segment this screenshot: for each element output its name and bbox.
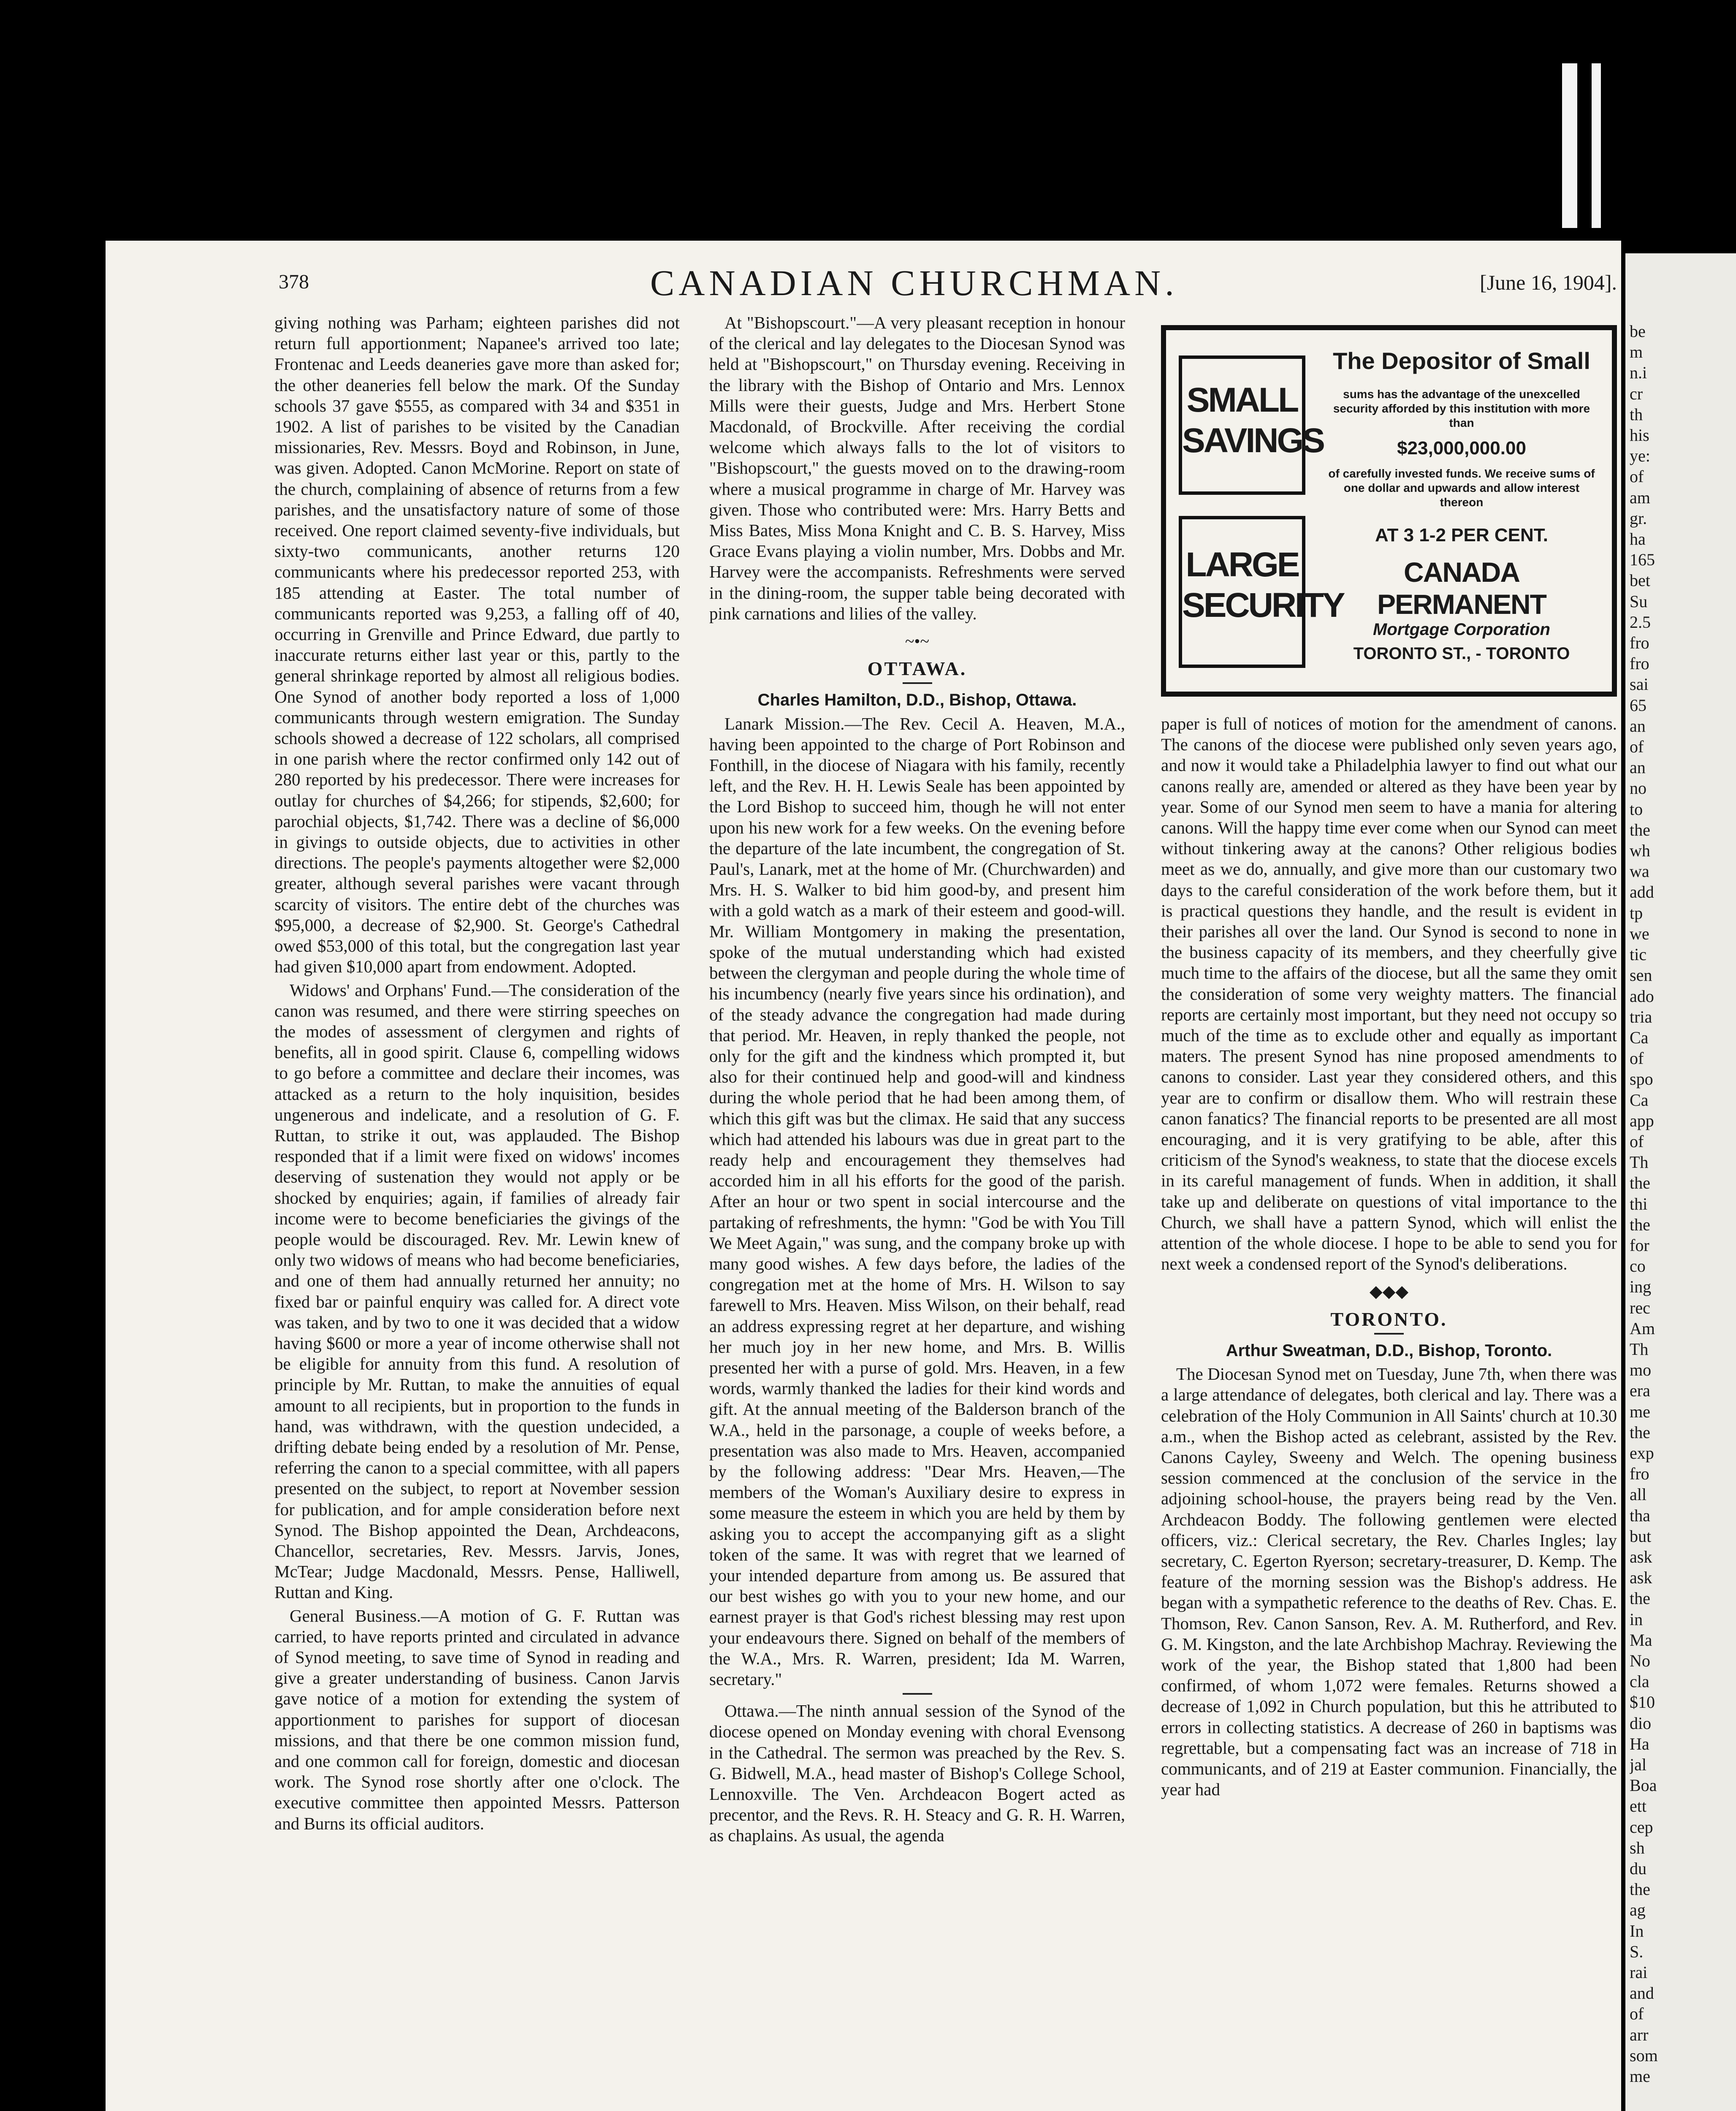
facing-page-fragment: thi (1630, 1194, 1648, 1213)
facing-page-fragment: Ca (1630, 1028, 1649, 1047)
facing-page-fragment: bet (1630, 571, 1650, 590)
facing-page-fragment: be (1630, 322, 1646, 341)
facing-page-fragment: In (1630, 1921, 1644, 1940)
facing-page-fragment: app (1630, 1111, 1654, 1130)
facing-page-fragment: of (1630, 1131, 1644, 1151)
bishop-line: Charles Hamilton, D.D., Bishop, Ottawa. (757, 691, 1077, 710)
facing-page-fragment: for (1630, 1235, 1649, 1255)
paragraph: Ottawa.—The ninth annual session of the Synod of the diocese opened on Monday evening with choral Evensong in the Cathedral. The sermon was preached by the Rev. S. G. Bidwell, M.A., head master of Bishop's College School, Lennoxville. The Ven. Archdeacon Bogert acted as precentor, and the Revs. R. H. Steacy and G. R. H. Warren, as chaplains. As usual, the agenda (709, 1701, 1125, 1845)
scan-bar (1562, 63, 1577, 228)
section-title: TORONTO. (1330, 1308, 1448, 1330)
facing-page-fragment: sh (1630, 1838, 1645, 1857)
scan-bar (1592, 63, 1601, 228)
paragraph: Lanark Mission.—The Rev. Cecil A. Heaven, M.A., having been appointed to the charge of Port Robinson and Fonthill, in the diocese of Niagara with his family, recently left, and the Rev. H. H. Lewis Seale has been appointed by the Lord Bishop to succeed him, though he will not enter upon his new work for a few weeks. On the evening before the departure of the late incumbent, the congregation of St. Paul's, Lanark, met at the home of Mr. (Churchwarden) and Mrs. H. S. Walker to bid him good-by, and present him with a gold watch as a mark of their esteem and good-will. Mr. William Montgomery in making the presentation, spoke of the mutual understanding which had existed between the clergyman and people during the whole time of his incumbency (nearly five years since his ordination), and of the steady advance the congregation had made during that period. Mr. Heaven, in reply thanked the people, not only for the gift and the kindness which prompted it, but also for their continued help and good-will and kindness during the whole period that he had been among them, of which this gift was but the climax. He said that any success which had attended his labours was due in great part to the ready help and encouragement they themselves had accorded him in all his efforts for the good of the parish. After an hour or two spent in social intercourse and the partaking of refreshments, the hymn: "God be with You Till We Meet Again," was sung, and the company broke up with many good wishes. A few days before, the ladies of the congregation met at the home of Mrs. H. Wilson to say farewell to Mrs. Heaven. Miss Wilson, on their behalf, read an address expressing regret at her departure, and wishing her much joy in her new home, and Mrs. B. Willis presented her with a purse of gold. Mrs. Heaven, in a few words, warmly thanked the ladies for their kind words and gift. At the annual meeting of the Balderson branch of the W.A., held in the parsonage, a couple of weeks before, a presentation was also made to Mrs. Heaven, accompanied by the following address: "Dear Mrs. Heaven,—The members of the Woman's Auxiliary desire to express in some measure the esteem in which you are held by them by asking you to accept the accompanying gift as a slight token of the same. It was with regret that we learned of your intended departure from among us. Be assured that our best wishes go with you to your new home, and our earnest prayer is that God's richest blessing may rest upon your endeavours there. Signed on behalf of the members of the W.A., Mrs. R. Warren, president; Ida M. Warren, secretary." (709, 714, 1125, 1689)
facing-page-fragment: fro (1630, 633, 1649, 653)
facing-page-fragment: 65 (1630, 695, 1646, 715)
ad-company: CANADA PERMANENT (1377, 556, 1546, 620)
facing-page-fragment: exp (1630, 1443, 1654, 1463)
facing-page-fragment: dio (1630, 1713, 1652, 1733)
facing-page-fragment: cla (1630, 1672, 1649, 1691)
facing-page-fragment: of (1630, 2004, 1644, 2024)
facing-page-fragment: the (1630, 1215, 1650, 1234)
facing-page-fragment: wa (1630, 862, 1649, 881)
ornament-divider: ~•~ (905, 632, 930, 651)
facing-page-fragment: add (1630, 882, 1654, 902)
facing-page-fragment: of (1630, 467, 1644, 486)
facing-page-fragment: of (1630, 1049, 1644, 1068)
facing-page-fragment: jal (1630, 1755, 1646, 1775)
facing-page-fragment: am (1630, 488, 1650, 507)
facing-page-fragment: Boa (1630, 1776, 1657, 1795)
facing-page-fragment: Ma (1630, 1630, 1652, 1650)
facing-page-fragment: ha (1630, 529, 1646, 549)
facing-page-fragment: the (1630, 1880, 1650, 1899)
facing-page-fragment: sai (1630, 675, 1649, 694)
rule (903, 1693, 932, 1695)
ad-box-text: SAVINGS (1182, 421, 1324, 460)
rule (1374, 1333, 1404, 1335)
facing-page-fragment: mo (1630, 1360, 1652, 1380)
facing-page-fragment: to (1630, 799, 1643, 819)
facing-page-fragment: arr (1630, 2025, 1649, 2044)
facing-page-fragment: rai (1630, 1963, 1648, 1982)
facing-page-fragment: era (1630, 1381, 1650, 1400)
ad-box-text: SECURITY (1182, 586, 1344, 624)
paragraph: The Diocesan Synod met on Tuesday, June 7th, when there was a large attendance of delegates, both clerical and lay. There was a celebration of the Holy Communion in All Saints' church at 10.30 a.m., when the Bishop acted as celebrant, assisted by the Rev. Canons Cayley, Sweeny and Welch. The opening business session commenced at the conclusion of the service in the adjoining school-house, the prayers being read by the Ven. Archdeacon Boddy. The following gentlemen were elected officers, viz.: Clerical secretary, the Rev. Charles Ingles; lay secretary, C. Egerton Ryerson; secretary-treasurer, D. Kemp. The feature of the morning session was the Bishop's address. He began with a sympathetic reference to the deaths of Rev. Chas. E. Thomson, Rev. Canon Sanson, Rev. A. M. Rutherford, and Rev. G. M. Kingston, and the late Archbishop Machray. Reviewing the work of the year, the Bishop stated that 1,800 had been confirmed, of whom 1,072 were females. Returns showed a decrease of 1,092 in Church population, but this he attributed to errors in collecting statistics. A decrease of 260 in baptisms was regrettable, but a compensating fact was an increase of 718 in communicants, and of 219 at Easter communion. Financially, the year had (1161, 1364, 1617, 1799)
facing-page-fragment: ado (1630, 986, 1654, 1006)
facing-page-fragment: the (1630, 1589, 1650, 1608)
facing-page-fragment: Th (1630, 1153, 1649, 1172)
ad-corporation: Mortgage Corporation (1373, 620, 1550, 639)
facing-page-fragment: Su (1630, 592, 1648, 611)
ornament-divider: ◆◆◆ (1369, 1282, 1409, 1301)
paragraph: Widows' and Orphans' Fund.—The consideration of the canon was resumed, and there were stirring speeches on the modes of assessment of clergymen and rights of benefits, all in good spirit. Clause 6, compelling widows to go before a committee and declare their incomes, was attacked as a return to the holy inquisition, besides ungenerous and indelicate, and a resolution of G. F. Ruttan, to strike it out, was applauded. The Bishop responded that if a limit were fixed on widows' incomes deserving of sustenation they would not apply or be shocked by enquiries; again, if families of already fair income were to become beneficiaries the givings of the people would be discouraged. Rev. Mr. Lewin knew of only two widows of means who had become beneficiaries, and one of them had annually returned her annuity; no fixed bar or painful enquiry was called for. A direct vote was taken, and by two to one it was decided that a widow having $600 or more a year of income otherwise shall not be eligible for annuity from this fund. A resolution of principle by Mr. Ruttan, to make the annuities of equal amount to all recipients, but in proportion to the funds in hand, was withdrawn, with the question undecided, a drifting debate being ended by a resolution of Mr. Pense, referring the canon to a special committee, with all papers presented on the subject, to report at November session for publication, and for ample consideration before next Synod. The Bishop appointed the Dean, Archdeacons, Chancellor, secretaries, Rev. Messrs. Jarvis, Jones, McTear; Judge Macdonald, Messrs. Pense, Halliwell, Ruttan and King. (274, 980, 680, 1602)
paragraph: paper is full of notices of motion for the amendment of canons. The canons of the diocese were published only seven years ago, and now it would take a Philadelphia lawyer to find out what our canons really are, amended or altered as they have been year by year. Some of our Synod men seem to have a mania for altering canons. Will the happy time ever come when our Synod can meet without tinkering away at the canons? Other religious bodies meet as we do, annually, and give more than our customary two days to the careful consideration of the work before them, but it is practical questions they handle, and the result is evident in their parishes all over the land. Our Synod is second to none in the business capacity of its members, and they cheerfully give much time to the affairs of the diocese, but all the same they omit the consideration of some very weighty matters. The financial reports are certainly most important, but they need not occupy so much of the time as to exclude other and equally as important maters. The present Synod has nine proposed amendments to canons to consider. Last year they considered others, and this year are to confirm or disallow them. Who will restrain these canon fanatics? The financial reports to be presented are all most encouraging, and it is very gratifying to be able, after this criticism of the Synod's weakness, to state that the diocese excels in its careful management of funds. When in addition, it shall take up and deliberate on questions of vital importance to the Church, we shall have a pattern Synod, which will enlist the attention of the whole diocese. I hope to be able to send you for next week a condensed report of the Synod's deliberations. (1161, 714, 1617, 1274)
facing-page-fragment: an (1630, 716, 1646, 735)
paragraph: At "Bishopscourt."—A very pleasant reception in honour of the clerical and lay delegates to the Diocesan Synod was held at "Bishopscourt," on Thursday evening. Receiving in the library with the Bishop of Ontario and Mrs. Lennox Mills were their guests, Judge and Mrs. Herbert Stone Macdonald, of Brockville. After receiving the cordial welcome which always falls to the lot of visitors to "Bishopscourt," the guests moved on to the drawing-room where a musical programme in charge of Mr. Harvey was given. Those who contributed were: Mrs. Harry Betts and Miss Bates, Miss Mona Knight and C. B. S. Harvey, Miss Grace Evans playing a violin number, Mrs. Dobbs and Mr. Harvey were the accompanists. Refreshments were served in the dining-room, the supper table being decorated with pink carnations and lilies of the valley. (709, 313, 1125, 623)
facing-page-fragment: fro (1630, 1464, 1649, 1484)
facing-page-fragment: ing (1630, 1277, 1652, 1297)
bishop-line: Arthur Sweatman, D.D., Bishop, Toronto. (1226, 1341, 1552, 1360)
facing-page-fragment: the (1630, 1422, 1650, 1442)
facing-page-fragment: co (1630, 1256, 1646, 1276)
facing-page-fragment: ett (1630, 1796, 1646, 1816)
paragraph: giving nothing was Parham; eighteen parishes did not return full apportionment; Napanee's arrived too late; Frontenac and Leeds deaneries gave more than asked for; the other deaneries fell below the mark. Of the Sunday schools 37 gave $555, as compared with 34 and $351 in 1902. A list of parishes to be visited by the Canadian missionaries, Rev. Messrs. Boyd and Robinson, in June, was given. Adopted. Canon McMorine. Report on state of the church, complaining of absence of returns from a few parishes, and the unsatisfactory nature of some of those received. One report claimed seventy-five individuals, but sixty-two communicants, another returns 120 communicants where his predecessor reported 253, with 185 attending at Easter. The total number of communicants reported was 9,253, a falling off of 40, occurring in Grenville and Prince Edward, due partly to inaccurate returns either last year or this, partly to the general shrinkage reported by almost all religious bodies. One Synod of another body reported a loss of 1,000 communicants through western emigration. The Sunday schools showed a decrease of 122 scholars, all comprised in one parish where the rector confirmed only 142 out of 280 reported by his predecessor. There were increases for outlay for churches of $4,266; for stipends, $2,600; for parochial objects, $1,742. There was a decline of $6,000 in givings to outside objects, due to activities in other directions. The people's payments altogether were $2,000 greater, although several parishes were vacant through scarcity of visitors. The entire debt of the churches was $95,000, a decrease of $2,900. St. George's Cathedral owed $53,000 of this total, but the congregation last year had given $10,000 apart from endowment. Adopted. (274, 313, 680, 977)
facing-page-fragment: tic (1630, 945, 1646, 964)
rule (903, 682, 932, 684)
ad-copy (1322, 347, 1601, 663)
facing-page-fragment: m (1630, 342, 1643, 362)
facing-page-fragment: spo (1630, 1069, 1653, 1089)
masthead: CANADIAN CHURCHMAN. (650, 263, 1178, 303)
facing-page-fragment: all (1630, 1485, 1646, 1504)
facing-page-fragment: in (1630, 1609, 1643, 1629)
facing-page-fragment: of (1630, 737, 1644, 757)
facing-page-fragment: tp (1630, 903, 1643, 923)
ad-box-text: LARGE (1185, 545, 1299, 584)
ad-text: of carefully invested funds. We receive sums of one dollar and upwards and allow interest thereon (1328, 467, 1595, 509)
facing-page-fragment: ye: (1630, 446, 1650, 466)
page-header (279, 263, 1617, 304)
facing-page-fragment: cr (1630, 384, 1643, 403)
facing-page-fragment: 2.5 (1630, 612, 1651, 632)
facing-page-fragment: and (1630, 1983, 1654, 2003)
facing-page-fragment: n.i (1630, 363, 1647, 383)
facing-page-fragment: ask (1630, 1568, 1652, 1587)
facing-page-fragment: $10 (1630, 1693, 1655, 1712)
facing-page-fragment: 165 (1630, 550, 1655, 570)
ad-text: sums has the advantage of the unexcelled security afforded by this institution with more than (1333, 388, 1590, 429)
facing-page-fragment: cep (1630, 1817, 1653, 1837)
section-title: OTTAWA. (867, 658, 967, 680)
ad-title: The Depositor of Small (1333, 347, 1590, 374)
facing-page-fragment: ask (1630, 1547, 1652, 1566)
facing-page-fragment: th (1630, 404, 1643, 424)
facing-page-fragment: du (1630, 1859, 1646, 1878)
facing-page-fragment: no (1630, 779, 1646, 798)
facing-page-fragment: sen (1630, 966, 1652, 985)
ad-amount: $23,000,000.00 (1397, 438, 1526, 459)
facing-page-fragment: tha (1630, 1506, 1650, 1525)
facing-page-text (1630, 321, 1722, 2087)
facing-page-fragment: gr. (1630, 508, 1647, 528)
column-2 (709, 312, 1125, 2111)
facing-page-fragment: rec (1630, 1298, 1650, 1317)
facing-page-fragment: the (1630, 1173, 1650, 1193)
facing-page-fragment: his (1630, 426, 1649, 445)
issue-date: [June 16, 1904]. (1480, 271, 1617, 294)
facing-page-fragment: me (1630, 1402, 1650, 1421)
facing-page-fragment: tria (1630, 1007, 1652, 1026)
facing-page-fragment: som (1630, 2046, 1658, 2065)
facing-page-fragment: but (1630, 1526, 1652, 1546)
facing-page-fragment: the (1630, 820, 1650, 839)
facing-page-fragment: fro (1630, 654, 1649, 673)
facing-page-fragment: Am (1630, 1319, 1655, 1338)
column-3 (1161, 714, 1617, 2111)
facing-page-fragment: me (1630, 2067, 1650, 2086)
facing-page-fragment: an (1630, 758, 1646, 777)
paragraph: General Business.—A motion of G. F. Ruttan was carried, to have reports printed and circulated in advance of Synod meeting, to save time of Synod in reading and give a greater understanding of business. Canon Jarvis gave notice of a motion for extending the system of apportionment to parishes for support of diocesan missions, and that there be one common mission fund, and one common call for foreign, domestic and diocesan work. The Synod rose shortly after one o'clock. The executive committee then appointed Messrs. Patterson and Burns its official auditors. (274, 1606, 680, 1833)
ad-box-text: SMALL (1186, 381, 1298, 419)
facing-page-fragment: Th (1630, 1339, 1649, 1359)
ad-address: TORONTO ST., - TORONTO (1353, 644, 1570, 663)
facing-page-fragment: Ha (1630, 1734, 1649, 1753)
ad-rate: AT 3 1-2 PER CENT. (1375, 525, 1548, 545)
ad-box-large-security (1179, 516, 1344, 668)
page-number: 378 (279, 271, 309, 293)
facing-page-fragment: Ca (1630, 1090, 1649, 1110)
facing-page-fragment: ag (1630, 1900, 1646, 1920)
ad-box-small-savings (1179, 355, 1324, 495)
facing-page-fragment: S. (1630, 1942, 1644, 1961)
column-1 (274, 312, 680, 2111)
facing-page-fragment: No (1630, 1651, 1650, 1670)
facing-page-fragment: wh (1630, 841, 1650, 860)
facing-page-fragment: we (1630, 924, 1649, 943)
advertisement (1161, 325, 1617, 697)
